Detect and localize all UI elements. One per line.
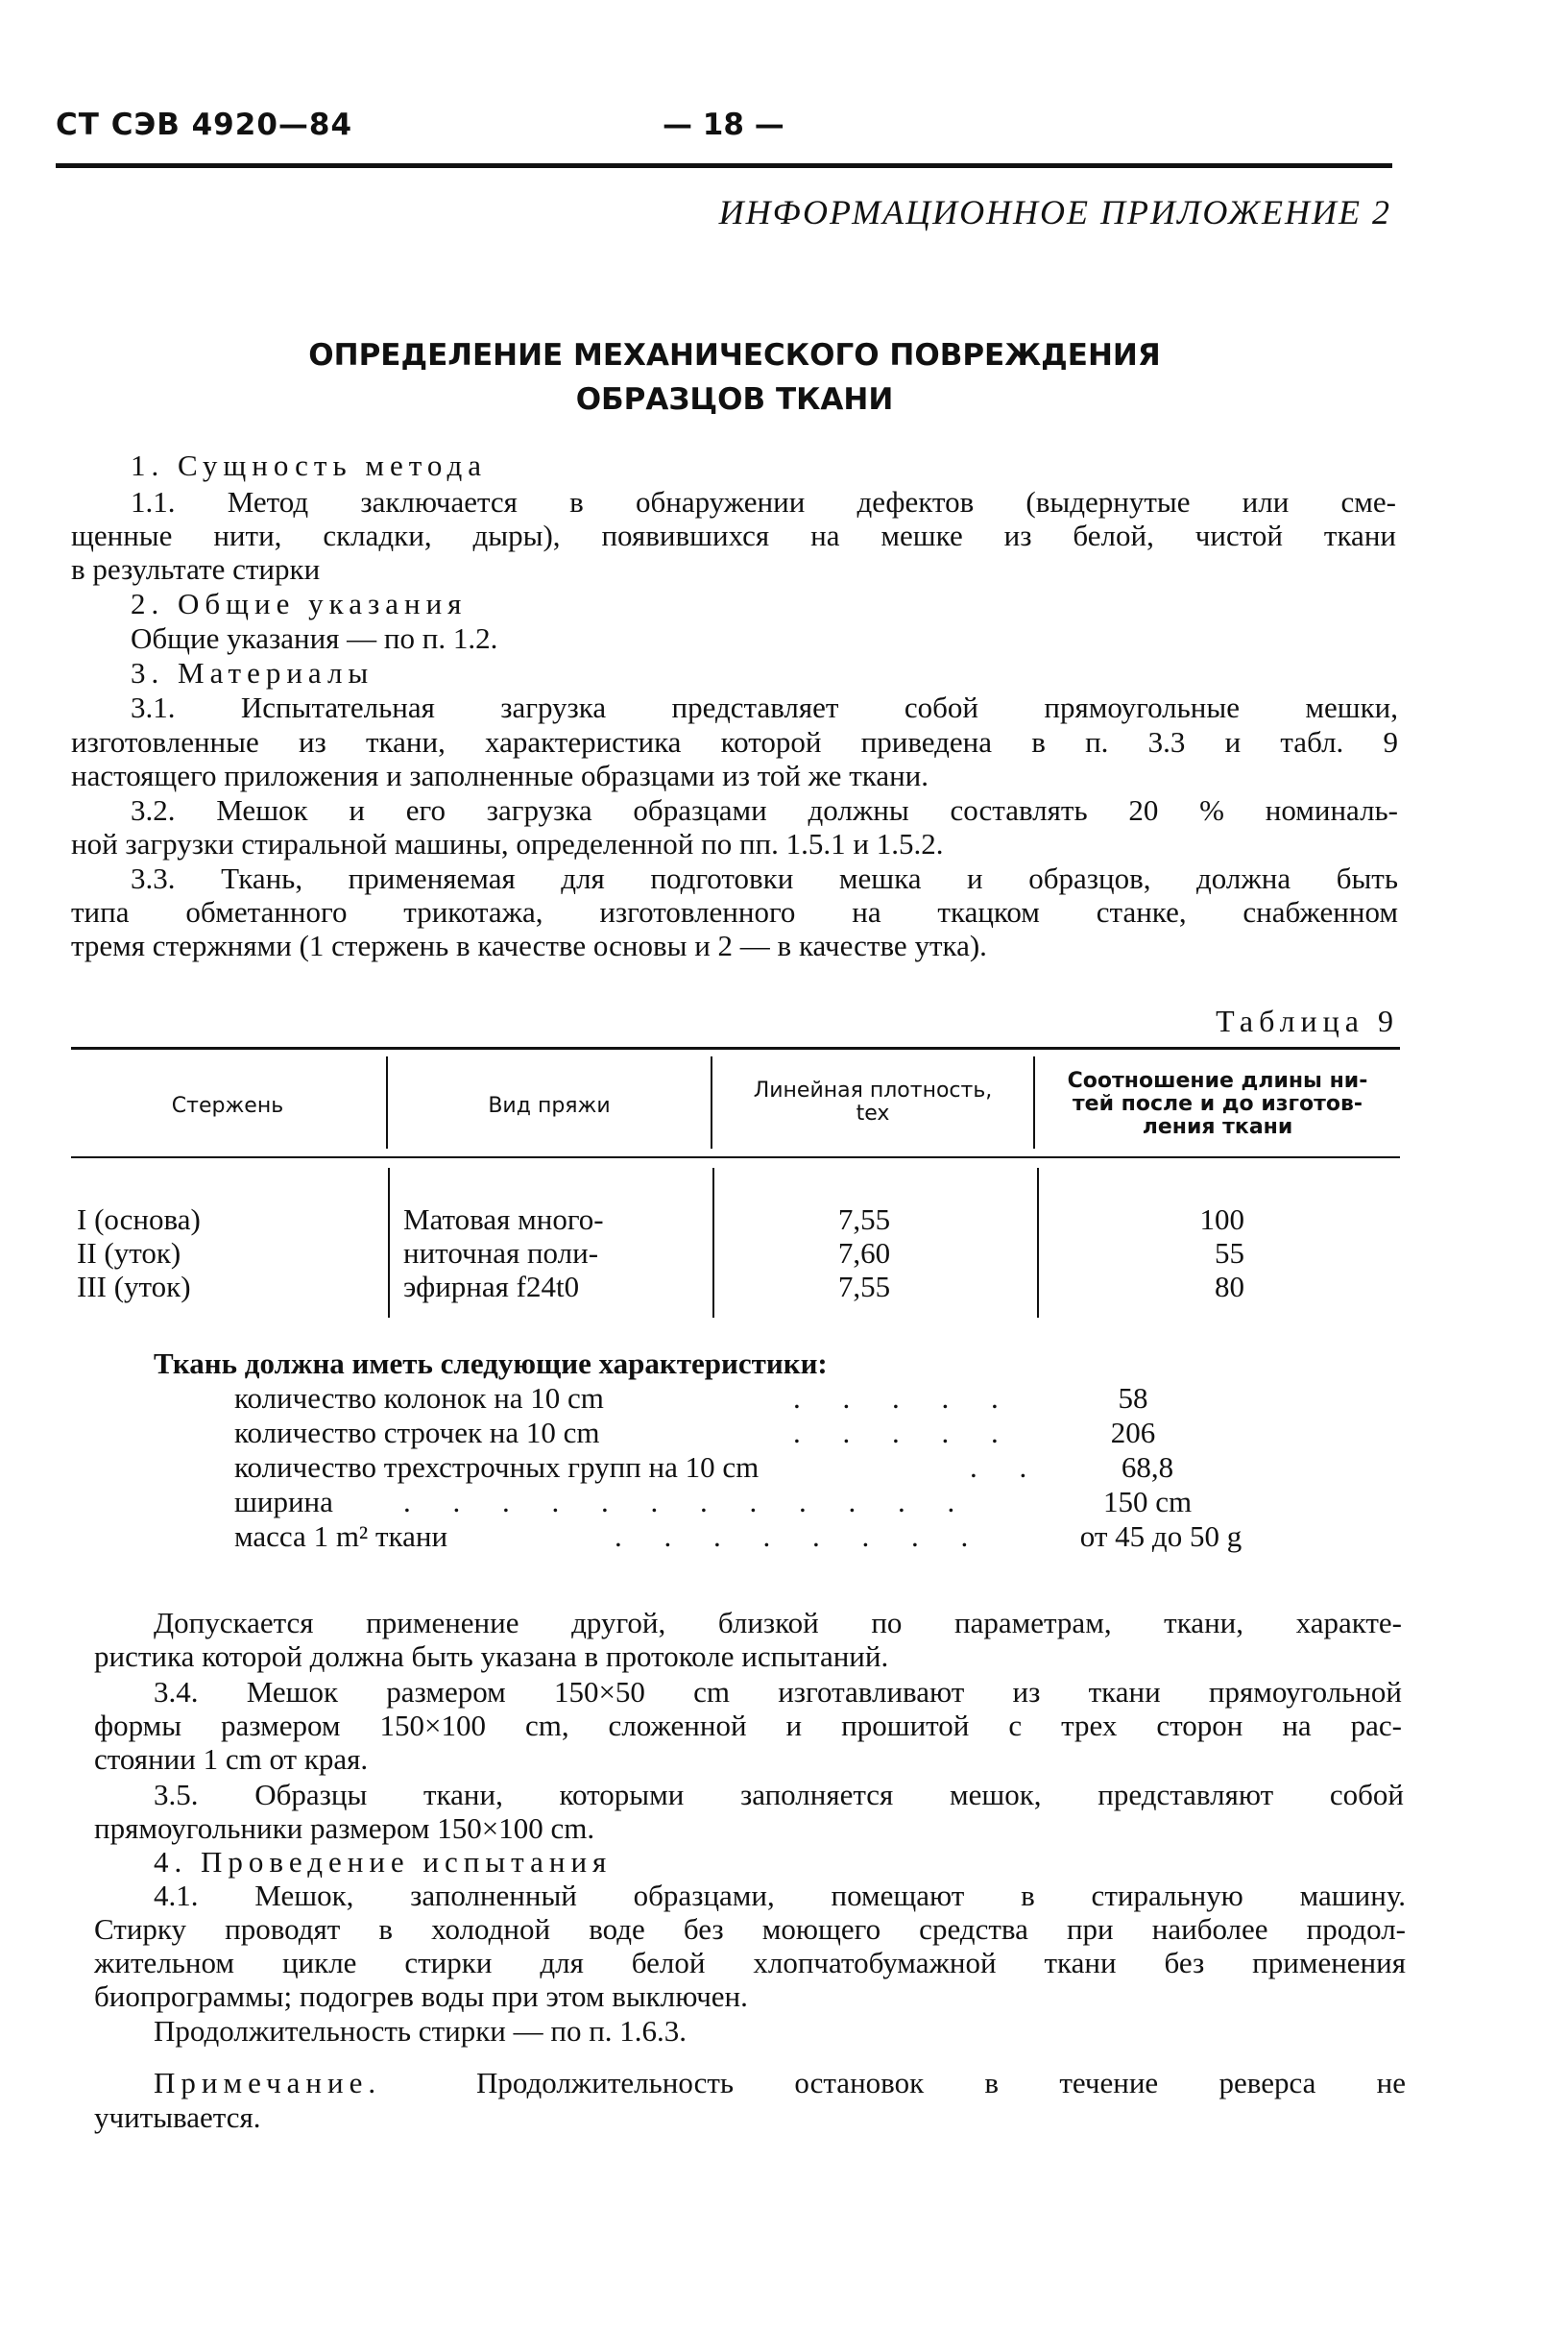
section-2-text: Общие указания — по п. 1.2. — [131, 621, 498, 655]
allowed-line-1: Допускается применение другой, близкой по параметрам, ткани, характе- — [154, 1606, 1402, 1639]
section-3-3-line-1: 3.3. Ткань, применяемая для подготовки мешка и образцов, должна быть — [131, 861, 1398, 895]
table-cell-rod: III (уток) — [77, 1270, 191, 1303]
table-body-divider-1 — [388, 1168, 390, 1318]
section-4-heading: 4. Проведение испытания — [154, 1845, 613, 1879]
section-3-4-line-3: стоянии 1 cm от края. — [94, 1742, 369, 1776]
table-cell-density: 7,60 — [837, 1236, 891, 1270]
title-line-1: ОПРЕДЕЛЕНИЕ МЕХАНИЧЕСКОГО ПОВРЕЖДЕНИЯ — [308, 338, 1161, 373]
characteristic-leader: . . . . . — [793, 1416, 1016, 1449]
appendix-label: ИНФОРМАЦИОННОЕ ПРИЛОЖЕНИЕ 2 — [718, 193, 1391, 231]
section-3-4-line-1: 3.4. Мешок размером 150×50 cm изготавливают из ткани прямоугольной — [154, 1675, 1402, 1709]
table-cell-yarn: эфирная f24t0 — [403, 1270, 580, 1303]
col-header-density-line-1: Линейная плотность, — [753, 1079, 993, 1103]
title-line-2: ОБРАЗЦОВ ТКАНИ — [575, 382, 894, 417]
note-line-2: учитывается. — [94, 2100, 261, 2134]
section-3-1-line-1: 3.1. Испытательная загрузка представляет собой прямоугольные мешки, — [131, 691, 1398, 724]
characteristic-value: 206 — [1110, 1416, 1156, 1449]
characteristic-label: масса 1 m² ткани — [234, 1519, 448, 1553]
section-3-1-line-3: настоящего приложения и заполненные образцами из той же ткани. — [71, 759, 929, 792]
section-1-1-line-3: в результате стирки — [71, 552, 321, 586]
section-3-4-line-2: формы размером 150×100 cm, сложенной и прошитой с трех сторон на рас- — [94, 1709, 1402, 1742]
table-cell-rod: II (уток) — [77, 1236, 181, 1270]
col-header-density — [712, 1080, 1033, 1126]
characteristic-label: количество строчек на 10 cm — [234, 1416, 600, 1449]
characteristic-value: 150 cm — [1102, 1485, 1193, 1518]
page-number: — 18 — — [663, 108, 784, 142]
col-header-ratio-line-3: ления ткани — [1142, 1115, 1293, 1139]
table-caption: Таблица 9 — [1216, 1004, 1399, 1038]
section-3-5-line-2: прямоугольники размером 150×100 cm. — [94, 1811, 595, 1845]
table-top-rule — [71, 1047, 1400, 1050]
col-header-density-line-2: tex — [856, 1102, 890, 1126]
section-1-1-line-1: 1.1. Метод заключается в обнаружении дефектов (выдернутые или сме- — [131, 485, 1396, 519]
standard-code: СТ СЭВ 4920—84 — [56, 108, 353, 142]
table-cell-yarn: ниточная поли- — [403, 1236, 599, 1270]
section-3-2-line-1: 3.2. Мешок и его загрузка образцами должны составлять 20 % номиналь- — [131, 793, 1398, 827]
table-cell-ratio: 100 — [1199, 1202, 1244, 1236]
table-cell-density: 7,55 — [837, 1270, 891, 1303]
section-3-3-line-3: тремя стержнями (1 стержень в качестве основы и 2 — в качестве утка). — [71, 929, 987, 962]
characteristic-leader: . . . . . . . . — [615, 1519, 986, 1553]
table-cell-ratio: 55 — [1215, 1236, 1244, 1270]
table-header-rule — [71, 1156, 1400, 1158]
section-3-2-line-2: ной загрузки стиральной машины, определенной по пп. 1.5.1 и 1.5.2. — [71, 827, 944, 861]
col-header-ratio — [1035, 1070, 1400, 1139]
col-header-rod: Стержень — [171, 1094, 284, 1118]
characteristic-label: количество колонок на 10 cm — [234, 1381, 604, 1415]
note-line-1: Продолжительность остановок в течение реверса не — [476, 2066, 1406, 2099]
characteristic-leader: . . — [970, 1450, 1045, 1484]
duration-text: Продолжительность стирки — по п. 1.6.3. — [154, 2014, 688, 2048]
characteristics-intro: Ткань должна иметь следующие характеристики: — [154, 1346, 828, 1380]
section-4-1-line-2: Стирку проводят в холодной воде без моющего средства при наиболее продол- — [94, 1912, 1406, 1946]
characteristic-value: 68,8 — [1121, 1450, 1174, 1484]
section-4-1-line-3: жительном цикле стирки для белой хлопчатобумажной ткани без применения — [94, 1946, 1406, 1979]
table-cell-density: 7,55 — [837, 1202, 891, 1236]
table-cell-ratio: 80 — [1215, 1270, 1244, 1303]
table-body-divider-3 — [1037, 1168, 1039, 1318]
section-1-1-line-2: щенные нити, складки, дыры), появившихся на мешке из белой, чистой ткани — [71, 519, 1396, 552]
characteristic-value: от 45 до 50 g — [1079, 1519, 1242, 1553]
header-rule — [56, 163, 1392, 168]
section-4-1-line-4: биопрограммы; подогрев воды при этом выключен. — [94, 1979, 748, 2013]
note-label: Примечание. — [154, 2066, 382, 2099]
characteristic-label: количество трехстрочных групп на 10 cm — [234, 1450, 760, 1484]
section-3-3-line-2: типа обметанного трикотажа, изготовленного на ткацком станке, снабженном — [71, 895, 1398, 929]
col-header-yarn: Вид пряжи — [488, 1094, 611, 1118]
section-3-1-line-2: изготовленные из ткани, характеристика которой приведена в п. 3.3 и табл. 9 — [71, 725, 1398, 759]
allowed-line-2: ристика которой должна быть указана в протоколе испытаний. — [94, 1639, 889, 1673]
section-1-heading: 1. Сущность метода — [131, 449, 487, 482]
section-4-1-line-1: 4.1. Мешок, заполненный образцами, помещают в стиральную машину. — [154, 1879, 1406, 1912]
characteristic-leader: . . . . . — [793, 1381, 1016, 1415]
section-3-heading: 3. Материалы — [131, 656, 374, 690]
characteristic-leader: . . . . . . . . . . . . — [403, 1485, 973, 1518]
col-header-ratio-line-2: тей после и до изготов- — [1072, 1092, 1363, 1116]
table-cell-rod: I (основа) — [77, 1202, 201, 1236]
section-2-heading: 2. Общие указания — [131, 587, 468, 620]
col-header-ratio-line-1: Соотношение длины ни- — [1067, 1069, 1368, 1093]
characteristic-label: ширина — [234, 1485, 333, 1518]
characteristic-value: 58 — [1118, 1381, 1148, 1415]
table-cell-yarn: Матовая много- — [403, 1202, 604, 1236]
section-3-5-line-1: 3.5. Образцы ткани, которыми заполняется мешок, представляют собой — [154, 1778, 1404, 1811]
